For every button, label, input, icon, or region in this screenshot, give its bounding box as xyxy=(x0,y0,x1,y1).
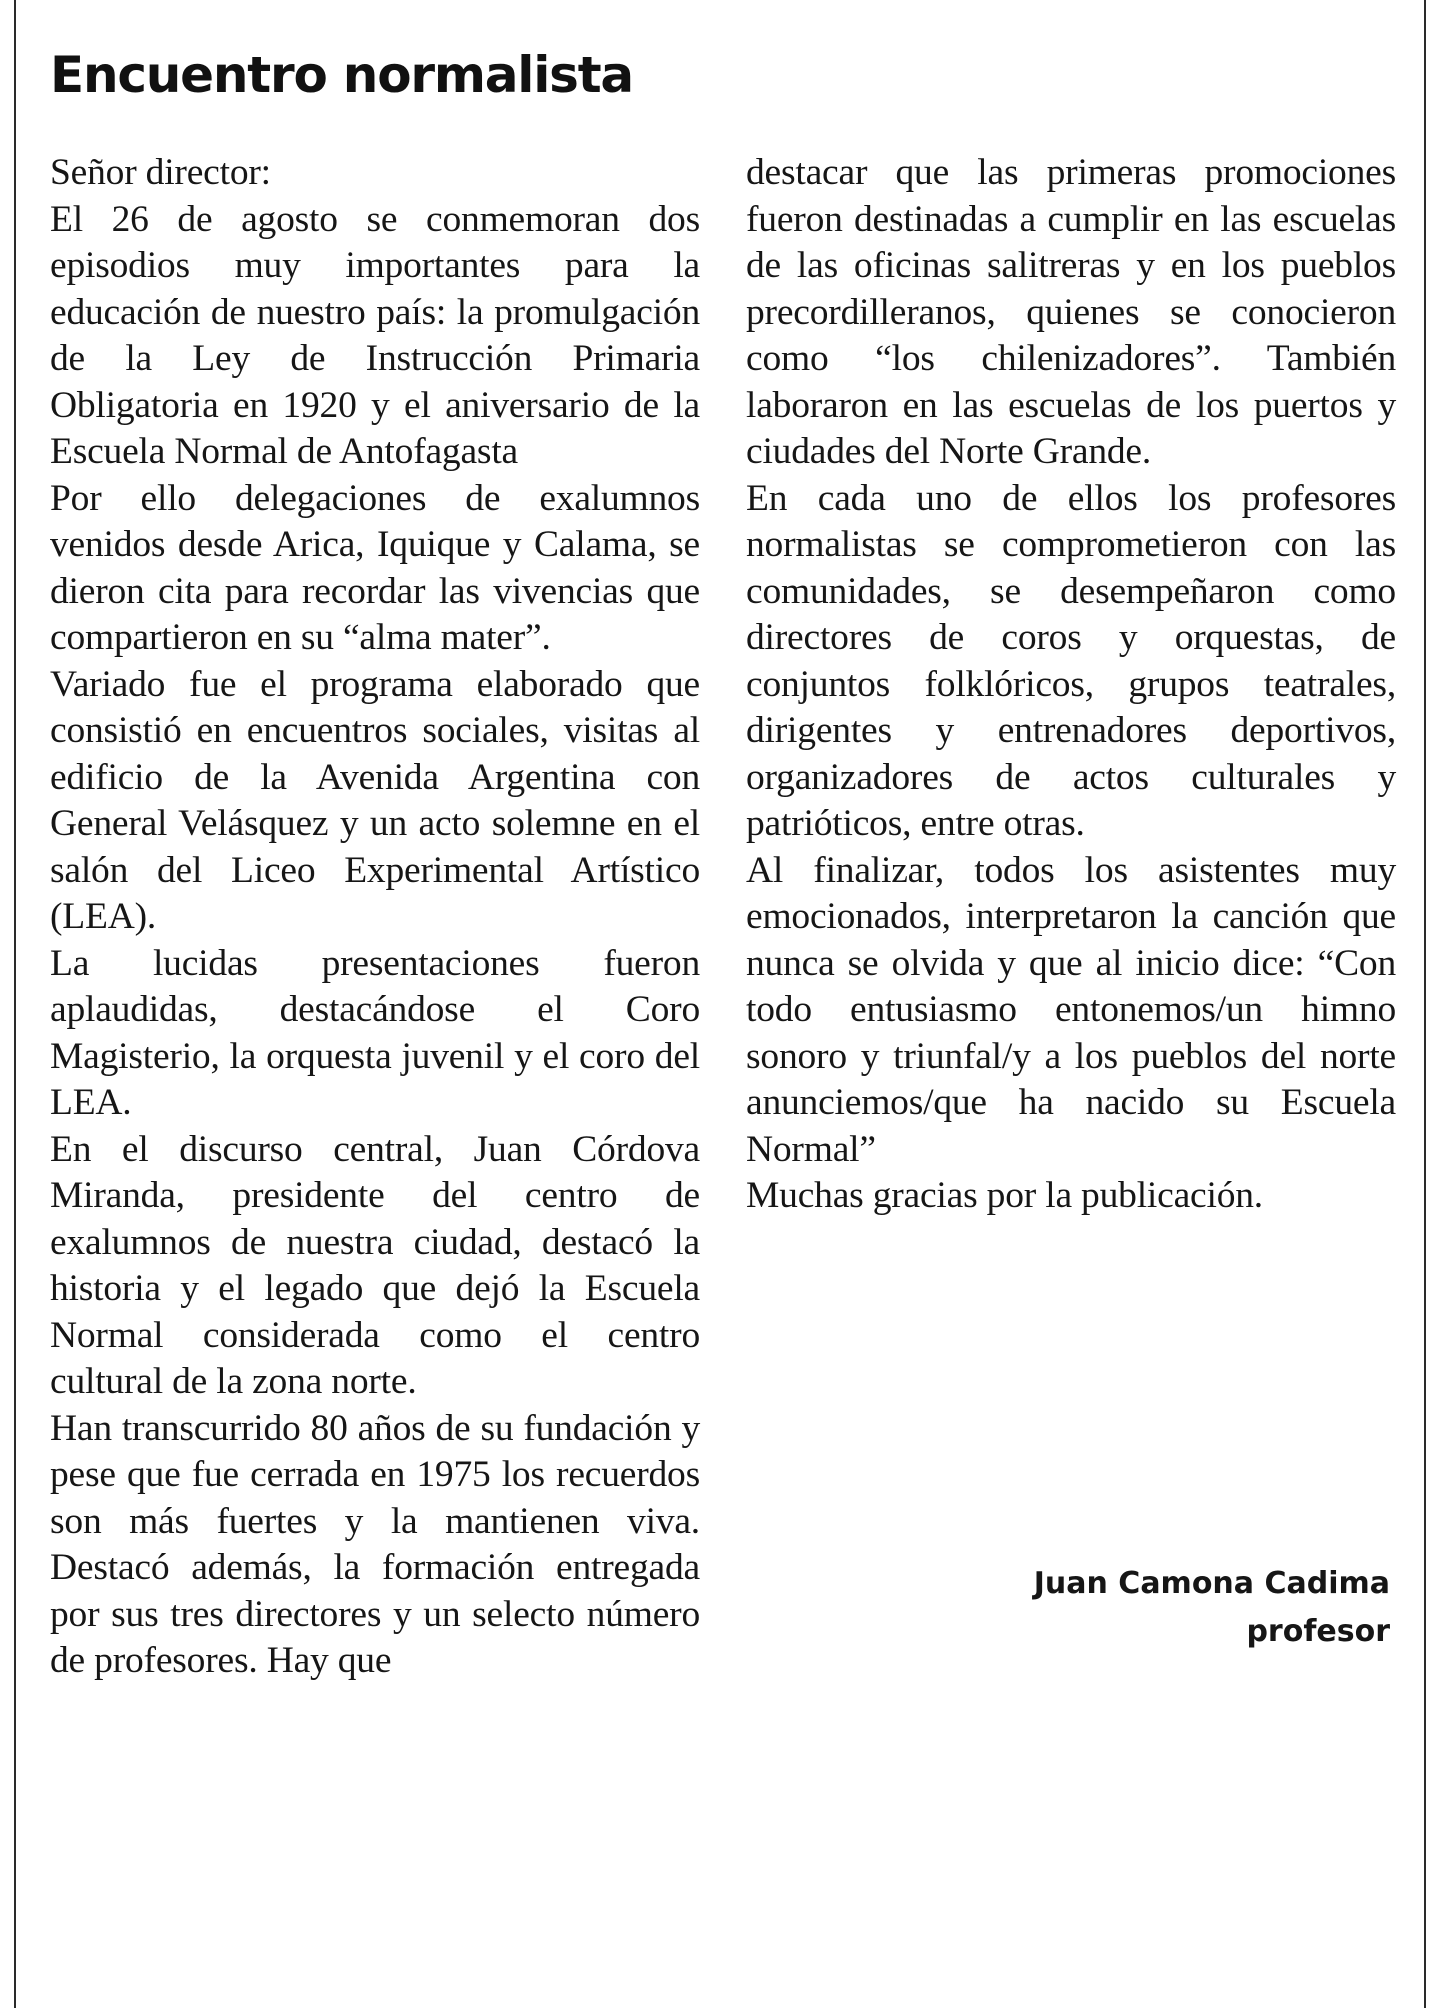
paragraph: La lucidas presentaciones fueron aplaudidas, destacándose el Coro Magisterio, la orquesta juvenil y el coro del LEA. xyxy=(50,942,700,1123)
left-column xyxy=(50,150,700,1685)
salutation: Señor director: xyxy=(50,152,271,193)
closing-line: Muchas gracias por la publicación. xyxy=(746,1175,1263,1216)
paragraph: Por ello delegaciones de exalumnos venidos desde Arica, Iquique y Calama, se dieron cita para recordar las vivencias que compartieron en su “alma mater”. xyxy=(50,477,700,658)
signature-block xyxy=(1034,1560,1390,1656)
paragraph: Han transcurrido 80 años de su fundación y pese que fue cerrada en 1975 los recuerdos son más fuertes y la mantienen viva. Destacó además, la formación entregada por sus tres directores y un selecto número de profesores. Hay que xyxy=(50,1407,700,1681)
paragraph: Al finalizar, todos los asistentes muy emocionados, interpretaron la canción que nunca se olvida y que al inicio dice: “Con todo entusiasmo entonemos/un himno sonoro y triunfal/y a los pueblos del norte anunciemos/que ha nacido su Escuela Normal” xyxy=(746,849,1396,1170)
paragraph: En cada uno de ellos los profesores normalistas se comprometieron con las comunidades, se desempeñaron como directores de coros y orquestas, de conjuntos folklóricos, grupos teatrales, dirigentes y entrenadores deportivos, organizadores de actos culturales y patrióticos, entre otras. xyxy=(746,477,1396,844)
right-border-rule xyxy=(1424,0,1426,2008)
left-border-rule xyxy=(14,0,16,2008)
author-role: profesor xyxy=(1246,1614,1390,1649)
author-name: Juan Camona Cadima xyxy=(1033,1566,1390,1601)
paragraph: En el discurso central, Juan Córdova Miranda, presidente del centro de exalumnos de nuestra ciudad, destacó la historia y el legado que dejó la Escuela Normal considerada como el centro cultural de la zona norte. xyxy=(50,1128,700,1402)
right-column xyxy=(746,150,1396,1220)
headline: Encuentro normalista xyxy=(50,46,633,104)
paragraph: destacar que las primeras promociones fueron destinadas a cumplir en las escuelas de las oficinas salitreras y en los pueblos precordilleranos, quienes se conocieron como “los chilenizadores”. También laboraron en las escuelas de los puertos y ciudades del Norte Grande. xyxy=(746,152,1396,472)
paragraph: El 26 de agosto se conmemoran dos episodios muy importantes para la educación de nuestro país: la promulgación de la Ley de Instrucción Primaria Obligatoria en 1920 y el aniversario de la Escuela Normal de Antofagasta xyxy=(50,198,700,472)
paragraph: Variado fue el programa elaborado que consistió en encuentros sociales, visitas al edificio de la Avenida Argentina con General Velásquez y un acto solemne en el salón del Liceo Experimental Artístico (LEA). xyxy=(50,663,700,937)
